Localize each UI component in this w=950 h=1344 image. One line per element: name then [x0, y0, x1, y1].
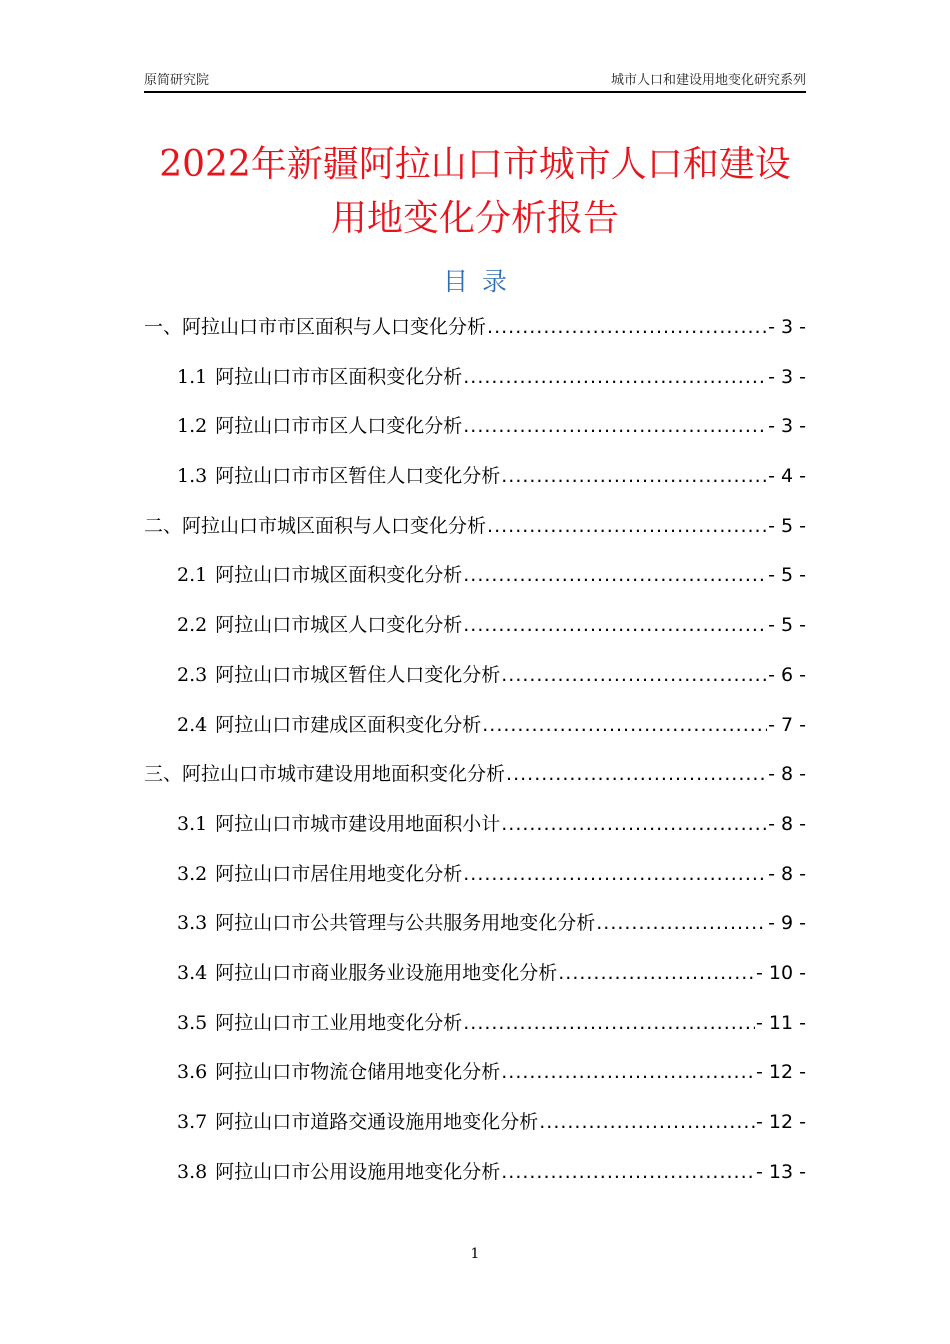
toc-entry-page: - 3 -	[768, 316, 806, 338]
toc-entry-title: 阿拉山口市公用设施用地变化分析	[215, 1160, 501, 1183]
toc-leader-dots	[501, 465, 767, 487]
toc-entry[interactable]	[144, 461, 806, 511]
toc-entry-number: 3.3	[177, 912, 208, 935]
toc-entry[interactable]	[144, 1057, 806, 1107]
toc-entry[interactable]	[144, 610, 806, 660]
toc-entry-number: 一、	[144, 316, 183, 338]
toc-entry-title: 阿拉山口市市区面积变化分析	[215, 365, 463, 388]
toc-entry-title: 阿拉山口市市区人口变化分析	[215, 415, 463, 438]
toc-entry-number: 3.8	[177, 1160, 208, 1183]
toc-leader-dots	[506, 763, 767, 785]
toc-entry-page: - 10 -	[756, 961, 806, 984]
toc-entry-title: 阿拉山口市市区面积与人口变化分析	[182, 316, 487, 338]
toc-leader-dots	[596, 912, 767, 934]
toc-entry[interactable]	[144, 958, 806, 1008]
toc-entry-title: 阿拉山口市城区面积与人口变化分析	[182, 514, 487, 537]
toc-entry-number: 3.4	[177, 961, 208, 984]
toc-entry-title: 阿拉山口市居住用地变化分析	[215, 862, 463, 885]
toc-entry-number: 2.3	[177, 663, 208, 686]
toc-entry[interactable]	[144, 362, 806, 412]
toc-entry-number: 3.1	[177, 812, 208, 835]
toc-entry-page: - 3 -	[768, 415, 806, 438]
document-title	[120, 138, 830, 246]
toc-leader-dots	[501, 664, 767, 686]
toc-leader-dots	[558, 962, 755, 984]
toc-entry-page: - 6 -	[768, 663, 806, 686]
toc-leader-dots	[463, 415, 767, 437]
toc-entry[interactable]	[144, 859, 806, 909]
toc-entry-page: - 3 -	[768, 365, 806, 388]
toc-entry-title: 阿拉山口市城市建设用地面积小计	[215, 812, 501, 835]
toc-leader-dots	[463, 366, 767, 388]
title-line-1: 2022年新疆阿拉山口市城市人口和建设	[159, 144, 791, 185]
toc-entry-title: 阿拉山口市商业服务业设施用地变化分析	[215, 961, 558, 984]
title-line-2: 用地变化分析报告	[330, 198, 619, 239]
toc-entry-page: - 8 -	[768, 862, 806, 885]
toc-entry-number: 3.2	[177, 862, 208, 885]
toc-entry-title: 阿拉山口市城区暂住人口变化分析	[215, 663, 501, 686]
toc-leader-dots	[463, 863, 767, 885]
toc-entry[interactable]	[144, 710, 806, 760]
toc-leader-dots	[501, 1061, 755, 1083]
toc-entry[interactable]	[144, 660, 806, 710]
toc-entry-title: 阿拉山口市城区面积变化分析	[215, 564, 463, 587]
toc-entry[interactable]	[144, 1107, 806, 1157]
header-right-series: 城市人口和建设用地变化研究系列	[610, 73, 806, 88]
toc-entry[interactable]	[144, 1157, 806, 1207]
toc-entry[interactable]	[144, 1008, 806, 1058]
toc-leader-dots	[463, 1012, 755, 1034]
toc-entry-page: - 4 -	[768, 465, 806, 488]
toc-entry-title: 阿拉山口市市区暂住人口变化分析	[215, 465, 501, 488]
toc-entry-number: 2.2	[177, 614, 208, 637]
toc-entry-page: - 5 -	[768, 564, 806, 587]
toc-entry[interactable]	[144, 411, 806, 461]
toc-entry-title: 阿拉山口市城区人口变化分析	[215, 614, 463, 637]
toc-entry-number: 2.4	[177, 713, 208, 736]
toc-entry-title: 阿拉山口市建成区面积变化分析	[215, 713, 482, 736]
toc-entry[interactable]	[144, 759, 806, 809]
toc-entry-page: - 8 -	[768, 812, 806, 835]
toc-entry-number: 1.3	[177, 465, 208, 488]
toc-entry-page: - 7 -	[768, 713, 806, 736]
toc-leader-dots	[463, 564, 767, 586]
toc-entry-page: - 11 -	[756, 1011, 806, 1034]
toc-entry-page: - 8 -	[768, 763, 806, 786]
toc-entry[interactable]	[144, 511, 806, 561]
toc-entry-page: - 12 -	[756, 1111, 806, 1133]
toc-entry-number: 二、	[144, 514, 183, 537]
toc-entry-page: - 9 -	[768, 912, 806, 935]
toc-entry[interactable]	[144, 908, 806, 958]
toc-entry-number: 2.1	[177, 564, 208, 587]
toc-entry-title: 阿拉山口市道路交通设施用地变化分析	[215, 1111, 539, 1133]
toc-entry[interactable]	[144, 312, 806, 362]
toc-leader-dots	[539, 1111, 755, 1133]
toc-entry-title: 阿拉山口市工业用地变化分析	[215, 1011, 463, 1034]
toc-entry-number: 3.5	[177, 1011, 208, 1034]
toc-entry[interactable]	[144, 809, 806, 859]
toc-leader-dots	[487, 316, 767, 338]
toc-entry[interactable]	[144, 560, 806, 610]
toc-entry-page: - 12 -	[756, 1061, 806, 1084]
page-header	[144, 66, 806, 93]
toc-entry-number: 1.1	[177, 365, 208, 388]
toc-leader-dots	[487, 515, 767, 537]
toc-entry-title: 阿拉山口市城市建设用地面积变化分析	[182, 763, 506, 786]
toc-entry-number: 三、	[144, 763, 183, 786]
toc-entry-title: 阿拉山口市公共管理与公共服务用地变化分析	[215, 912, 596, 935]
toc-entry-page: - 5 -	[768, 514, 806, 537]
toc-entry-page: - 13 -	[756, 1160, 806, 1183]
toc-entry-title: 阿拉山口市物流仓储用地变化分析	[215, 1061, 501, 1084]
page-number: 1	[470, 1246, 480, 1262]
header-left-org: 原简研究院	[144, 73, 210, 88]
toc-leader-dots	[482, 714, 767, 736]
toc-leader-dots	[501, 1161, 755, 1183]
toc-entry-number: 1.2	[177, 415, 208, 438]
table-of-contents	[144, 312, 806, 1206]
toc-entry-number: 3.6	[177, 1061, 208, 1084]
toc-entry-page: - 5 -	[768, 614, 806, 637]
toc-leader-dots	[463, 614, 767, 636]
toc-leader-dots	[501, 813, 767, 835]
toc-entry-number: 3.7	[177, 1111, 208, 1133]
toc-heading: 目录	[442, 267, 521, 296]
